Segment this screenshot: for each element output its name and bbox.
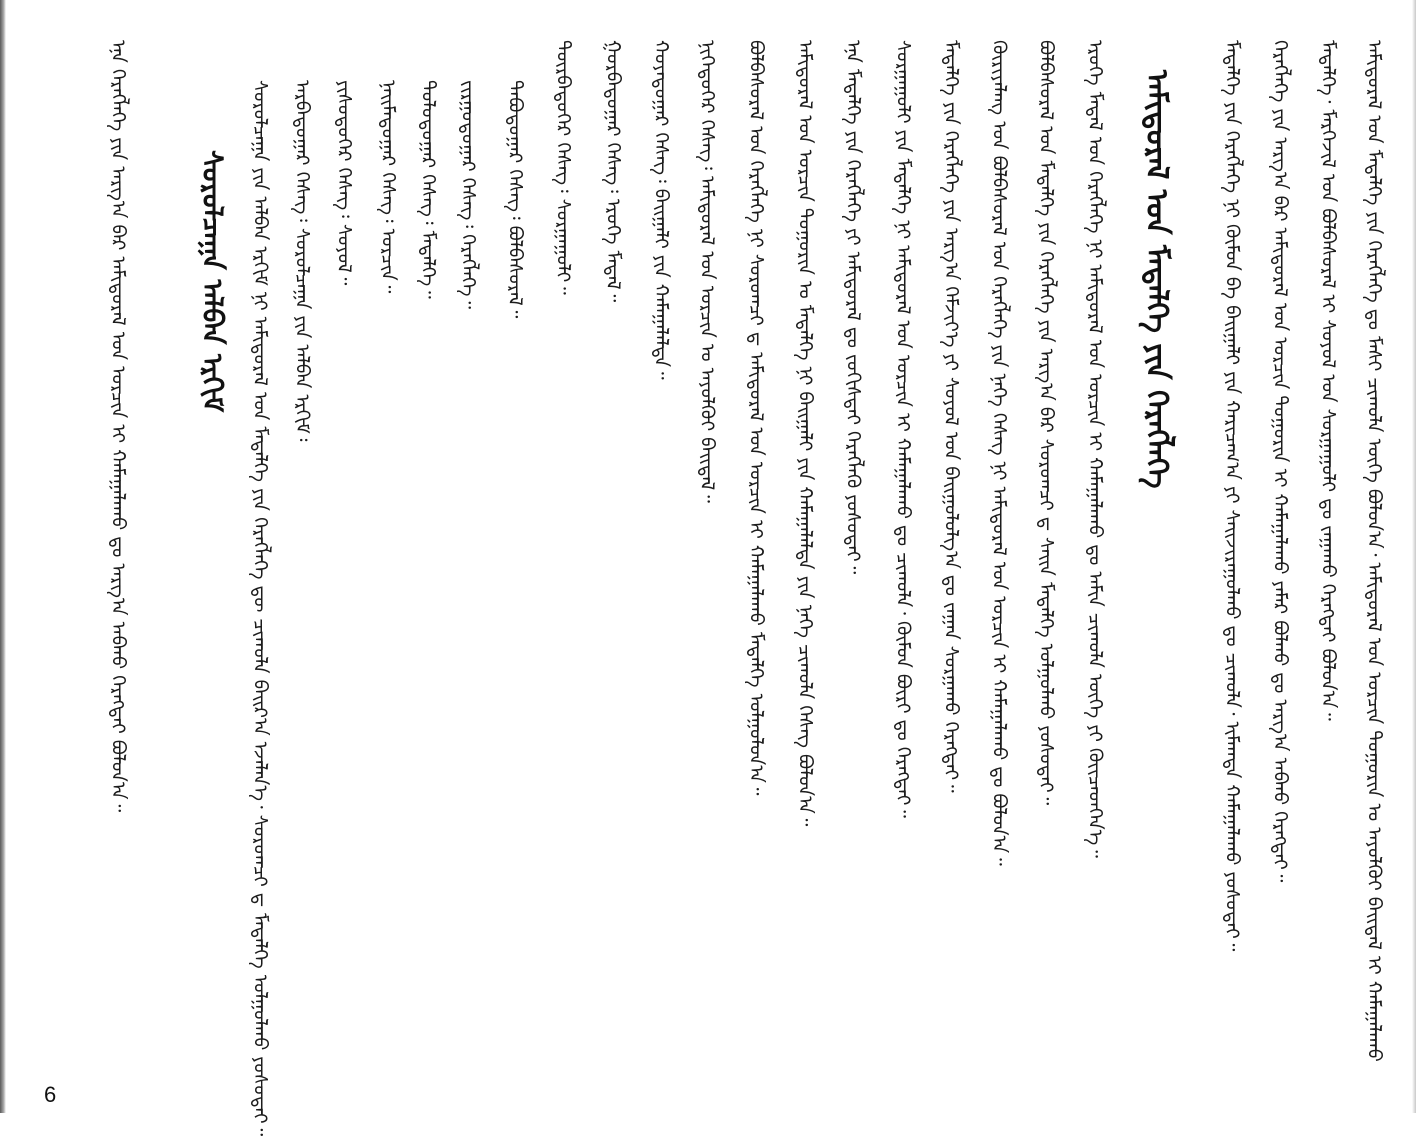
- text-line: ᠠᠷᠪᠠᠳᠤᠭᠠᠷ ᠬᠡᠰᠡᠭ᠄ ᠰᠤᠷᠤᠯᠴᠠᠭᠠ ᠶᠢᠨ ᠠᠯᠪᠠᠨ ᠡᠷᠬᠢᠮ᠄: [291, 80, 313, 442]
- text-line: ᠭᠤᠷᠪᠠᠳᠤᠭᠠᠷ ᠬᠡᠰᠡᠭ᠄ ᠡᠷᠦᠬᠡ ᠮᠡᠳᠡᠯ᠃: [602, 40, 624, 303]
- scan-edge-left: [0, 0, 6, 1113]
- text-line: ᠳᠦᠷᠪᠡᠳᠦᠭᠡᠷ ᠬᠡᠰᠡᠭ᠄ ᠰᠤᠷᠭᠠᠭᠤᠯᠢ᠃: [552, 40, 574, 295]
- main-title: ᠠᠮᠢᠳᠤᠷᠠᠯ ᠤᠨ ᠮᠡᠳᠡᠯᠭᠡ ᠶᠢᠨ ᠬᠡᠷᠡᠭᠯᠡᠭᠡ: [1139, 70, 1174, 489]
- text-line: ᠮᠡᠳᠡᠯᠭᠡ᠂ ᠮᠡᠷᠭᠡᠵᠢᠯ ᠤᠨ ᠪᠣᠯᠪᠠᠰᠤᠷᠠᠯ ᠢ ᠰᠣᠶᠣᠯ ᠤᠨ ᠰᠤᠷᠭᠠᠭᠤᠯᠢ ᠳᠤ ᠵᠠᠭᠠᠬᠤ ᠬᠡᠷᠡᠭᠲᠡᠢ ᠪᠣᠯᠤᠨ᠎ᠠ᠃: [1317, 40, 1339, 721]
- section-title: ᠰᠤᠷᠤᠯᠴᠠᠭᠠ ᠠᠯᠪᠠᠨ ᠡᠷᠬᠢᠮ: [196, 150, 229, 413]
- page-number: 6: [44, 1082, 57, 1107]
- scan-edge-right: [1412, 0, 1416, 1113]
- text-line: ᠲᠠᠪᠤᠳᠤᠭᠠᠷ ᠬᠡᠰᠡᠭ᠄ ᠪᠣᠯᠪᠠᠰᠤᠷᠠᠯ᠃: [504, 80, 526, 319]
- text-line: ᠨᠠᠢᠮᠠᠳᠤᠭᠠᠷ ᠬᠡᠰᠡᠭ᠄ ᠣᠷᠴᠢᠨ᠃: [377, 80, 399, 294]
- text-line: ᠠᠮᠢᠳᠤᠷᠠᠯ ᠤᠨ ᠮᠡᠳᠡᠯᠭᠡ ᠶᠢᠨ ᠬᠡᠷᠡᠭᠯᠡᠭᠡ ᠳᠤ ᠮᠠᠰᠢ ᠴᠢᠬᠤᠯᠠ ᠦᠬᠡ ᠪᠣᠯᠤᠨ᠎ᠠ᠂ ᠠᠮᠢᠳᠤᠷᠠᠯ ᠤᠨ ᠣᠷᠴᠢᠨ ᠲᠣᠭᠣᠷᠢᠨ ᠤ ᠠᠶᠤᠯᠭᠦᠢ ᠪᠠᠢᠳᠠᠯ ᠢ ᠬᠠᠮᠠᠭᠠᠯᠠᠬᠤ: [1363, 40, 1385, 1062]
- text-line: ᠡᠨᠡ ᠮᠡᠳᠡᠯᠭᠡ ᠶᠢᠨ ᠬᠡᠷᠡᠭᠯᠡᠭᠡ ᠶᠢ ᠠᠮᠢᠳᠤᠷᠠᠯ ᠳᠤ ᠵᠣᠬᠢᠰᠲᠠᠢ ᠬᠡᠷᠡᠭᠯᠡᠬᠦ ᠶᠣᠰᠤᠲᠠᠢ᠃: [842, 40, 864, 575]
- text-line: ᠰᠤᠷᠤᠯᠴᠠᠭᠠ ᠶᠢᠨ ᠠᠯᠪᠠᠨ ᠡᠷᠬᠢᠮ ᠨᠢ ᠠᠮᠢᠳᠤᠷᠠᠯ ᠤᠨ ᠮᠡᠳᠡᠯᠭᠡ ᠶᠢᠨ ᠬᠡᠷᠡᠭᠯᠡᠭᠡ ᠳᠦ ᠴᠢᠬᠤᠯᠠ ᠪᠠᠢᠷ᠎ᠠ ᠡᠵᠡᠯᠡᠨ᠎ᠡ᠂ ᠰᠤᠷᠤᠭᠴᠢ ᠳ ᠮᠡᠳᠡᠯᠭᠡ ᠣᠯᠭᠤᠯᠬᠤ ᠶᠣᠰᠤᠲᠠᠢ᠃: [249, 80, 271, 1136]
- text-line: ᠡᠷᠦᠬᠡ ᠮᠡᠳᠡᠯ ᠤᠨ ᠬᠡᠷᠡᠭᠯᠡᠭᠡ ᠨᠢ ᠠᠮᠢᠳᠤᠷᠠᠯ ᠤᠨ ᠣᠷᠴᠢᠨ ᠢ ᠬᠠᠮᠠᠭᠠᠯᠠᠬᠤ ᠳᠤ ᠠᠮᠢᠨ ᠴᠢᠬᠤᠯᠠ ᠦᠬᠡ ᠶᠢ ᠭᠦᠢᠴᠡᠳᠬᠡᠨ᠎ᠡ᠃: [1084, 40, 1106, 858]
- text-line: ᠰᠤᠷᠭᠠᠭᠤᠯᠢ ᠶᠢᠨ ᠮᠡᠳᠡᠯᠭᠡ ᠨᠢ ᠠᠮᠢᠳᠤᠷᠠᠯ ᠤᠨ ᠣᠷᠴᠢᠨ ᠢ ᠬᠠᠮᠠᠭᠠᠯᠠᠬᠤ ᠳᠤ ᠴᠢᠬᠤᠯᠠ᠂ ᠬᠦᠮᠦᠨ ᠪᠦᠷᠢ ᠳᠤ ᠬᠡᠷᠡᠭᠲᠡᠢ᠃: [892, 40, 914, 818]
- text-line: ᠮᠡᠳᠡᠯᠭᠡ ᠶᠢᠨ ᠬᠡᠷᠡᠭᠯᠡᠭᠡ ᠶᠢᠨ ᠠᠷᠭ᠎ᠠ ᠬᠡᠮᠵᠢᠶ᠎ᠡ ᠶᠢ ᠰᠣᠶᠣᠯ ᠤᠨ ᠪᠠᠢᠭᠤᠯᠤᠯᠭ᠎ᠠ ᠳᠤ ᠵᠠᠭᠠᠨ ᠰᠤᠷᠭᠠᠬᠤ ᠬᠡᠷᠡᠭᠲᠡᠢ᠃: [940, 40, 962, 793]
- text-line: ᠬᠣᠶᠠᠳᠤᠭᠠᠷ ᠬᠡᠰᠡᠭ᠄ ᠪᠠᠢᠭᠠᠯᠢ ᠶᠢᠨ ᠬᠠᠮᠠᠭᠠᠯᠠᠯᠲᠠ᠃: [650, 40, 672, 380]
- text-line: ᠬᠡᠷᠡᠭᠯᠡᠭᠡ ᠶᠢᠨ ᠠᠷᠭ᠎ᠠ ᠪᠠᠷ ᠠᠮᠢᠳᠤᠷᠠᠯ ᠤᠨ ᠣᠷᠴᠢᠨ ᠲᠣᠭᠣᠷᠢᠨ ᠢ ᠬᠠᠮᠠᠭᠠᠯᠠᠬᠤ ᠶᠠᠮᠠᠷ ᠪᠣᠯᠬᠤ ᠳᠤ ᠠᠷᠭ᠎ᠠ ᠠᠪᠬᠤ ᠬᠡᠷᠡᠭᠲᠡᠢ᠃: [1269, 40, 1291, 883]
- text-line: ᠪᠣᠯᠪᠠᠰᠤᠷᠠᠯ ᠤᠨ ᠬᠡᠷᠡᠭᠯᠡᠭᠡ ᠨᠢ ᠰᠤᠷᠤᠭᠴᠢ ᠳ ᠠᠮᠢᠳᠤᠷᠠᠯ ᠤᠨ ᠣᠷᠴᠢᠨ ᠢ ᠬᠠᠮᠠᠭᠠᠯᠠᠬᠤ ᠮᠡᠳᠡᠯᠭᠡ ᠣᠯᠭᠤᠯᠤᠨ᠎ᠠ᠃: [745, 40, 767, 796]
- text-line: ᠳᠣᠯᠣᠳᠤᠭᠠᠷ ᠬᠡᠰᠡᠭ᠄ ᠮᠡᠳᠡᠯᠭᠡ᠃: [417, 80, 439, 299]
- text-line: ᠨᠢᠭᠡᠳᠦᠭᠡᠷ ᠬᠡᠰᠡᠭ᠄ ᠠᠮᠢᠳᠤᠷᠠᠯ ᠤᠨ ᠣᠷᠴᠢᠨ ᠤ ᠠᠶᠤᠯᠭᠦᠢ ᠪᠠᠢᠳᠠᠯ᠃: [696, 40, 718, 503]
- text-line: ᠮᠡᠳᠡᠯᠭᠡ ᠶᠢᠨ ᠬᠡᠷᠡᠭᠯᠡᠭᠡ ᠨᠢ ᠬᠦᠮᠦᠨ ᠪᠠ ᠪᠠᠢᠭᠠᠯᠢ ᠶᠢᠨ ᠬᠠᠷᠢᠴᠠᠭ᠎ᠠ ᠶᠢ ᠰᠠᠢᠵᠢᠷᠠᠭᠤᠯᠬᠤ ᠳᠤ ᠴᠢᠬᠤᠯᠠ᠂ ᠢᠮᠠᠭᠲᠠ ᠬᠠᠮᠠᠭᠠᠯᠠᠬᠤ ᠶᠣᠰᠤᠲᠠᠢ᠃: [1221, 40, 1243, 952]
- text-line: ᠶᠢᠰᠦᠳᠦᠭᠡᠷ ᠬᠡᠰᠡᠭ᠄ ᠰᠣᠶᠣᠯ᠃: [333, 80, 355, 286]
- text-line: ᠵᠢᠷᠭᠤᠳᠤᠭᠠᠷ ᠬᠡᠰᠡᠭ᠄ ᠬᠡᠷᠡᠭᠯᠡᠭᠡ᠃: [457, 80, 479, 309]
- text-line: ᠠᠮᠢᠳᠤᠷᠠᠯ ᠤᠨ ᠣᠷᠴᠢᠨ ᠲᠣᠭᠣᠷᠢᠨ ᠤ ᠮᠡᠳᠡᠯᠭᠡ ᠨᠢ ᠪᠠᠢᠭᠠᠯᠢ ᠶᠢᠨ ᠬᠠᠮᠠᠭᠠᠯᠠᠯᠲᠠ ᠶᠢᠨ ᠨᠡᠭᠡ ᠴᠢᠬᠤᠯᠠ ᠬᠡᠰᠡᠭ ᠪᠣᠯᠤᠨ᠎ᠠ᠃: [794, 40, 816, 827]
- text-line: ᠡᠨᠡ ᠬᠡᠷᠡᠭᠯᠡᠭᠡ ᠶᠢᠨ ᠠᠷᠭ᠎ᠠ ᠪᠠᠷ ᠠᠮᠢᠳᠤᠷᠠᠯ ᠤᠨ ᠣᠷᠴᠢᠨ ᠢ ᠬᠠᠮᠠᠭᠠᠯᠠᠬᠤ ᠳᠤ ᠠᠷᠭ᠎ᠠ ᠠᠪᠬᠤ ᠬᠡᠷᠡᠭᠲᠡᠢ ᠪᠣᠯᠤᠨ᠎ᠠ᠃: [107, 40, 129, 813]
- text-line: ᠬᠦᠷᠢᠶᠡᠯᠡᠩ ᠤᠨ ᠪᠣᠯᠪᠠᠰᠤᠷᠠᠯ ᠤᠨ ᠬᠡᠷᠡᠭᠯᠡᠭᠡ ᠶᠢᠨ ᠨᠡᠭᠡ ᠬᠡᠰᠡᠭ ᠨᠢ ᠠᠮᠢᠳᠤᠷᠠᠯ ᠤᠨ ᠣᠷᠴᠢᠨ ᠢ ᠬᠠᠮᠠᠭᠠᠯᠠᠬᠤ ᠳᠤ ᠪᠣᠯᠤᠨ᠎ᠠ᠃: [988, 40, 1010, 866]
- text-line: ᠪᠣᠯᠪᠠᠰᠤᠷᠠᠯ ᠤᠨ ᠮᠡᠳᠡᠯᠭᠡ ᠶᠢᠨ ᠬᠡᠷᠡᠭᠯᠡᠭᠡ ᠶᠢᠨ ᠠᠷᠭ᠎ᠠ ᠪᠠᠷ ᠰᠤᠷᠤᠭᠴᠢ ᠳ ᠰᠠᠢᠨ ᠮᠡᠳᠡᠯᠭᠡ ᠣᠯᠭᠤᠯᠬᠤ ᠶᠣᠰᠤᠲᠠᠢ᠃: [1035, 40, 1057, 806]
